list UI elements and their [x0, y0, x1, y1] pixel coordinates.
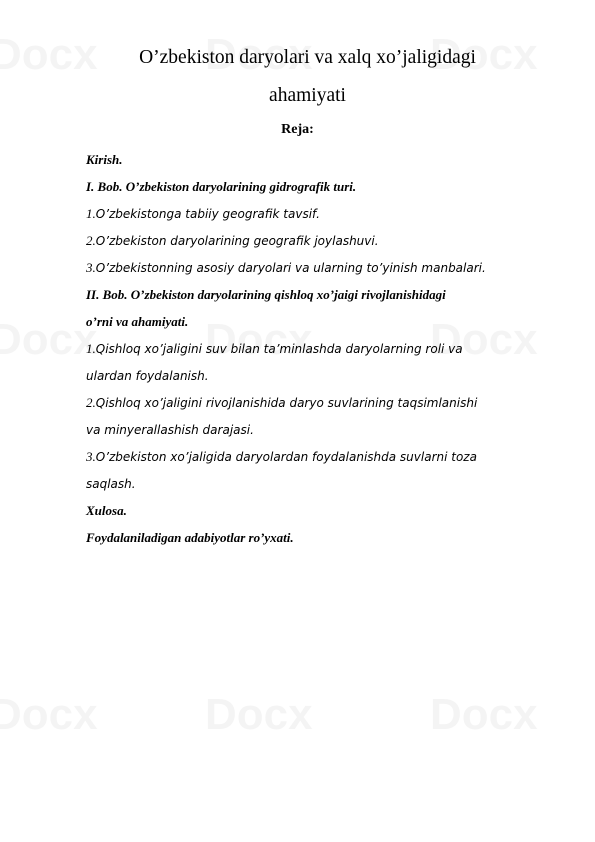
- plan-item-text: Xulosa.: [86, 503, 127, 518]
- plan-item-number: 2.: [86, 395, 96, 410]
- watermark: [0, 315, 98, 365]
- plan-item-text: o’rni va ahamiyati.: [86, 314, 189, 329]
- plan-item-2-2-cont: [86, 422, 536, 438]
- plan-item-1-1: [86, 206, 536, 222]
- plan-item-2-2: [86, 395, 536, 411]
- plan-heading: Reja:: [281, 122, 314, 137]
- plan-item-number: 3.: [86, 260, 96, 275]
- plan-item-chapter-2-cont: [86, 314, 536, 330]
- plan-item-text: O’zbekiston xo’jaligida daryolardan foydalanishda suvlarni toza: [95, 450, 477, 464]
- plan-item-intro: [86, 152, 536, 168]
- watermark: [0, 690, 98, 740]
- plan-item-2-1-cont: [86, 368, 536, 384]
- document-title-line1: O’zbekiston daryolari va xalq xo’jaligidagi: [139, 47, 476, 68]
- document-title-line2: ahamiyati: [269, 85, 346, 106]
- plan-item-text: O’zbekistonga tabiiy geografik tavsif.: [95, 207, 320, 221]
- plan-item-1-2: [86, 233, 536, 249]
- plan-item-text: va minyerallashish darajasi.: [86, 423, 254, 437]
- plan-item-1-3: [86, 260, 536, 276]
- plan-item-number: 2.: [86, 233, 96, 248]
- plan-item-number: 1.: [86, 206, 96, 221]
- plan-item-conclusion: [86, 503, 536, 519]
- plan-item-chapter-1: [86, 179, 536, 195]
- plan-item-text: Qishloq xo’jaligini suv bilan ta’minlashda daryolarning roli va: [95, 342, 463, 356]
- plan-item-text: saqlash.: [86, 477, 136, 491]
- plan-item-number: 3.: [86, 449, 96, 464]
- plan-item-2-3: [86, 449, 536, 465]
- plan-item-text: I. Bob. O’zbekiston daryolarining gidrografik turi.: [86, 179, 357, 194]
- plan-item-chapter-2: [86, 287, 536, 303]
- plan-item-text: O’zbekistonning asosiy daryolari va ularning to’yinish manbalari.: [95, 261, 486, 275]
- plan-item-references: [86, 530, 536, 546]
- plan-item-text: Foydalaniladigan adabiyotlar ro’yxati.: [86, 530, 294, 545]
- watermark: [430, 690, 538, 740]
- plan-item-text: II. Bob. O’zbekiston daryolarining qishloq xo’jaigi rivojlanishidagi: [86, 287, 446, 302]
- plan-item-number: 1.: [86, 341, 96, 356]
- plan-item-2-3-cont: [86, 476, 536, 492]
- plan-item-text: O’zbekiston daryolarining geografik joylashuvi.: [95, 234, 379, 248]
- plan-item-text: Qishloq xo’jaligini rivojlanishida daryo suvlarining taqsimlanishi: [95, 396, 478, 410]
- watermark: [205, 690, 313, 740]
- plan-item-text: Kirish.: [86, 152, 123, 167]
- plan-item-text: ulardan foydalanish.: [86, 369, 209, 383]
- plan-item-2-1: [86, 341, 536, 357]
- watermark: [0, 30, 98, 80]
